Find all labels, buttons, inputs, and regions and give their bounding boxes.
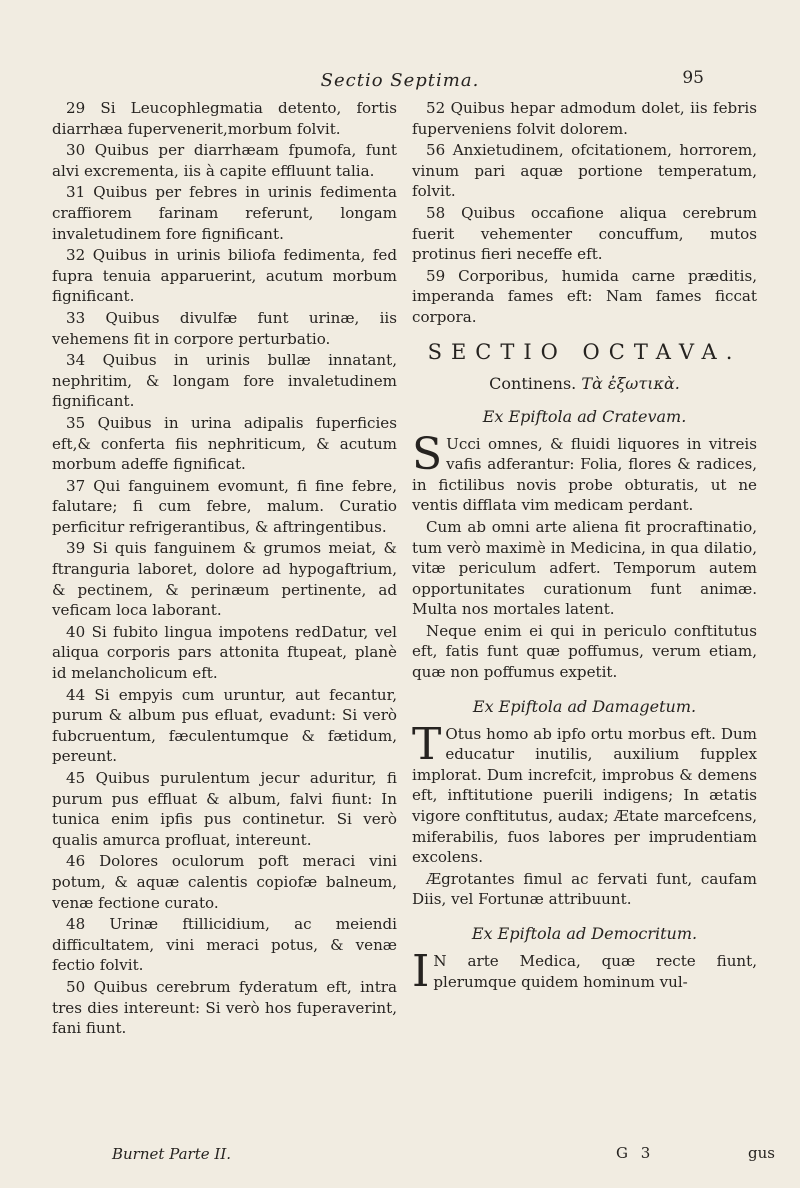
- right-column: [412, 98, 757, 997]
- page-number: 95: [682, 68, 704, 88]
- letter-paragraph: Neque enim ei qui in periculo conftitutus eft, fatis funt quæ poffumus, verum etiam, quæ non poffumus expetit.: [412, 621, 757, 682]
- drop-cap: S: [412, 428, 443, 480]
- section-contents: [412, 374, 757, 393]
- letter-text: Ucci omnes, & fluidi liquores in vitreis vafis adferantur: Folia, flores & radices, in fictilibus novis probe obturatis, ut ne ventis difflata vim medicam perdant.: [412, 434, 757, 515]
- letter-text: Otus homo ab ipfo ortu morbus eft. Dum educatur inutilis, auxilium fupplex implorat. Dum increfcit, improbus & demens eft, inftitutione puerili indigens; In ætatis vigore conftitutus, audax; Ætate marcefcens, miferabilis, fuos labores per imprudentiam excolens.: [412, 724, 757, 867]
- letter-title: Ex Epiftola ad Cratevam.: [482, 406, 687, 426]
- letter-paragraph: Ægrotantes fimul ac fervati funt, caufam Diis, vel Fortunæ attribuunt.: [412, 869, 757, 909]
- aphorism: 44 Si empyis cum uruntur, aut fecantur, purum & album pus efluat, evadunt: Si verò fubcruentum, fæculentumque & fætidum, pereunt.: [52, 685, 397, 766]
- letter-paragraph: [412, 718, 757, 868]
- aphorism: 37 Qui fanguinem evomunt, fi fine febre, falutare; fi cum febre, malum. Curatio perficitur refrigerantibus, & aftringentibus.: [52, 476, 397, 536]
- aphorism: 31 Quibus per febres in urinis fedimenta craffiorem farinam referunt, longam invaletudinem fore fignificant.: [52, 183, 397, 243]
- drop-cap: T: [412, 718, 442, 770]
- aphorism: 30 Quibus per diarrhæam fpumofa, funt alvi excrementa, iis à capite effluunt talia.: [52, 141, 397, 180]
- aphorism: 48 Urinæ ftillicidium, ac meiendi difficultatem, vini meraci potus, & venæ fectio folvit.: [52, 915, 397, 975]
- aphorism: 56 Anxietudinem, ofcitationem, horrorem, vinum pari aquæ portione temperatum, folvit.: [412, 141, 757, 201]
- gathering-signature: G 3: [616, 1144, 655, 1162]
- letter-paragraph: [412, 946, 757, 997]
- aphorism: 29 Si Leucophlegmatia detento, fortis diarrhæa fupervenerit,morbum folvit.: [52, 99, 397, 138]
- contents-label: Continens.: [489, 373, 577, 393]
- running-head: Sectio Septima.: [320, 70, 480, 91]
- aphorism: 46 Dolores oculorum poft meraci vini potum, & aquæ calentis copiofæ balneum, venæ fectione curato.: [52, 852, 397, 912]
- aphorism: 52 Quibus hepar admodum dolet, iis febris fuperveniens folvit dolorem.: [412, 99, 757, 138]
- letter-paragraph: [412, 428, 757, 516]
- letter-paragraph: Cum ab omni arte aliena fit procraftinatio, tum verò maximè in Medicina, in qua dilatio, vitæ periculum adfert. Temporum autem opportunitates curationum funt animæ. Multa nos mortales latent.: [412, 517, 757, 619]
- aphorism: 59 Corporibus, humida carne præditis, imperanda fames eft: Nam fames ficcat corpora.: [412, 266, 757, 326]
- contents-greek: Τὰ ἐξωτικὰ.: [581, 373, 680, 393]
- letter-text: N arte Medica, quæ recte fiunt, plerumque quidem hominum vul-: [433, 952, 757, 991]
- aphorism: 39 Si quis fanguinem & grumos meiat, & ftranguria laboret, dolore ad hypogaftrium, & pectinem, & perinæum pertinente, ad veficam loca laborant.: [52, 539, 397, 620]
- aphorism: 58 Quibus occafione aliqua cerebrum fuerit vehementer concuffum, mutos protinus fieri neceffe eft.: [412, 203, 757, 264]
- printer-signature: Burnet Parte II.: [112, 1145, 232, 1163]
- aphorism: 33 Quibus divulfæ funt urinæ, iis vehemens fit in corpore perturbatio.: [52, 308, 397, 348]
- aphorism: 45 Quibus purulentum jecur aduritur, fi purum pus effluat & album, falvi fiunt: In tunica enim ipfis pus continetur. Si verò qualis amurca profluat, intereunt.: [52, 769, 397, 849]
- drop-cap: I: [412, 946, 430, 997]
- aphorism: 35 Quibus in urina adipalis fuperficies eft,& conferta fiis nephriticum, & acutum morbum adeffe fignificat.: [52, 413, 397, 474]
- section-heading: SECTIO OCTAVA.: [427, 339, 742, 364]
- aphorism: 50 Quibus cerebrum fyderatum eft, intra tres dies intereunt: Si verò hos fuperaverint, fani fiunt.: [52, 977, 397, 1038]
- aphorism: 40 Si fubito lingua impotens redDatur, vel aliqua corporis pars attonita ftupeat, planè id melancholicum eft.: [52, 622, 397, 683]
- left-column: [52, 98, 397, 1040]
- catchword: gus: [748, 1144, 775, 1162]
- letter-title: Ex Epiftola ad Democritum.: [471, 924, 698, 943]
- aphorism: 32 Quibus in urinis biliofa fedimenta, fed fupra tenuia apparuerint, acutum morbum fignificant.: [52, 246, 397, 306]
- aphorism: 34 Quibus in urinis bullæ innatant, nephritim, & longam fore invaletudinem fignificant.: [52, 351, 397, 411]
- letter-title: Ex Epiftola ad Damagetum.: [472, 696, 697, 716]
